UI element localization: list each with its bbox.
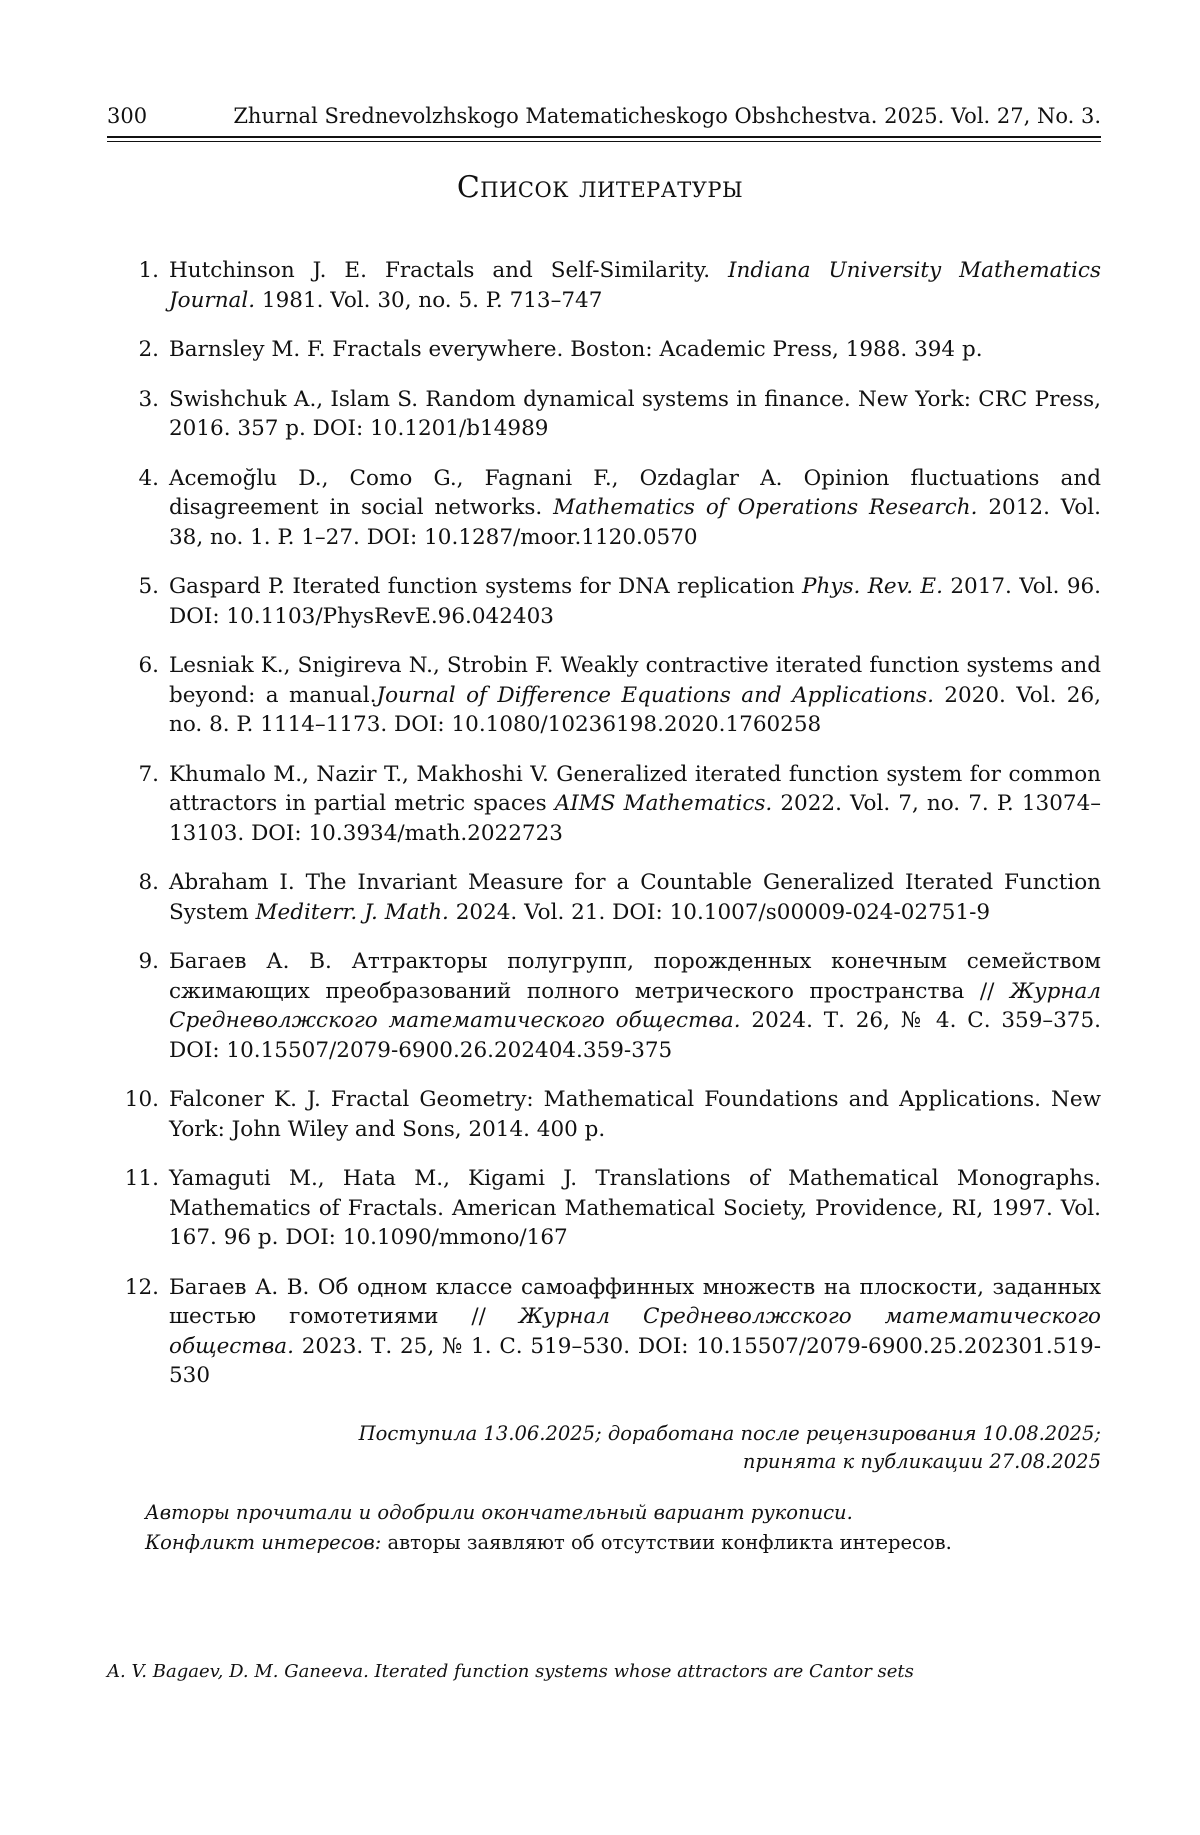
reference-item: 6. Lesniak K., Snigireva N., Strobin F. Weakly contractive iterated function systems and beyond: a manual.Journal of Difference Equations and Applications. 2020. Vol. 26, no. 8. P. 1114–1173. DOI: 10.1080/10236198.2020.1760258 [107, 651, 1101, 740]
reference-source: AIMS Mathematics. [554, 791, 773, 816]
accepted-line: принята к публикации 27.08.2025 [742, 1450, 1101, 1473]
header-rule-thick [107, 136, 1101, 138]
reference-number: 8. [138, 870, 159, 895]
reference-item: 10. Falconer K. J. Fractal Geometry: Mathematical Foundations and Applications. New York: John Wiley and Sons, 2014. 400 p. [107, 1085, 1101, 1144]
reference-number: 2. [138, 337, 159, 362]
reference-number: 11. [124, 1166, 159, 1191]
page-number: 300 [107, 104, 148, 128]
reference-source: Mediterr. J. Math. [255, 899, 449, 925]
reference-number: 5. [138, 574, 159, 599]
reference-source: Journal of Difference Equations and Applications. [376, 682, 934, 708]
section-title: Список литературы [456, 170, 744, 205]
reference-number: 7. [138, 761, 159, 787]
reference-item: 9. Багаев А. В. Аттракторы полугрупп, порожденных конечным семейством сжимающих преобразований полного метрического пространства // Журнал Средневолжского математического общества. 2024. Т. 26, № 4. С. 359–375. DOI: 10.15507/2079-6900.26.202404.359-375 [107, 947, 1101, 1065]
reference-source: Phys. Rev. E. [802, 574, 943, 599]
reference-item: 11. Yamaguti M., Hata M., Kigami J. Translations of Mathematical Monographs. Mathematics of Fractals. American Mathematical Society, Providence, RI, 1997. Vol. 167. 96 p. DOI: 10.1090/mmono/167 [107, 1164, 1101, 1253]
reference-item: 4. Acemoğlu D., Como G., Fagnani F., Ozdaglar A. Opinion fluctuations and disagreement in social networks. Mathematics of Operations Research. 2012. Vol. 38, no. 1. P. 1–27. DOI: 10.1287/moor.1120.0570 [107, 464, 1101, 553]
reference-source: Журнал Средневолжского математического общества. [169, 1304, 1102, 1359]
reference-list [107, 256, 1101, 1411]
reference-number: 4. [138, 465, 159, 491]
reference-item: 3. Swishchuk A., Islam S. Random dynamical systems in finance. New York: CRC Press, 2016. 357 p. DOI: 10.1201/b14989 [107, 385, 1101, 444]
conflict-label: Конфликт интересов: [145, 1531, 382, 1554]
reference-number: 9. [138, 949, 159, 974]
reference-source: Indiana University Mathematics Journal. [169, 258, 1102, 313]
reference-item: 12. Багаев А. В. Об одном классе самоаффинных множеств на плоскости, заданных шестью гомотетиями // Журнал Средневолжского математического общества. 2023. Т. 25, № 1. С. 519–530. DOI: 10.15507/2079-6900.25.202301.519-530 [107, 1273, 1101, 1391]
journal-title: Zhurnal Srednevolzhskogo Matematicheskogo Obshchestva. 2025. Vol. 27, No. 3. [233, 104, 1101, 128]
reference-number: 12. [124, 1274, 159, 1300]
reference-item: 7. Khumalo M., Nazir T., Makhoshi V. Generalized iterated function system for common attractors in partial metric spaces AIMS Mathematics. 2022. Vol. 7, no. 7. P. 13074–13103. DOI: 10.3934/math.2022723 [107, 760, 1101, 849]
reference-number: 6. [138, 653, 159, 678]
conflict-note [145, 1528, 1101, 1558]
reference-item: 1. Hutchinson J. E. Fractals and Self-Similarity. Indiana University Mathematics Journal. 1981. Vol. 30, no. 5. P. 713–747 [107, 256, 1101, 315]
reference-number: 3. [138, 386, 159, 412]
reference-item: 5. Gaspard P. Iterated function systems for DNA replication Phys. Rev. E. 2017. Vol. 96. DOI: 10.1103/PhysRevE.96.042403 [107, 572, 1101, 631]
approval-note: Авторы прочитали и одобрили окончательный вариант рукописи. [145, 1501, 853, 1524]
running-footer: A. V. Bagaev, D. M. Ganeeva. Iterated function systems whose attractors are Cantor sets [107, 1661, 914, 1682]
reference-number: 10. [124, 1087, 159, 1112]
reference-source: Журнал Средневолжского математического общества. [169, 978, 1101, 1033]
reference-number: 1. [138, 258, 159, 283]
submission-dates [300, 1420, 1101, 1476]
reference-source: Mathematics of Operations Research. [553, 495, 978, 520]
received-revised-line: Поступила 13.06.2025; доработана после рецензирования 10.08.2025; [358, 1422, 1101, 1445]
running-head [107, 104, 1101, 128]
header-rule-thin [107, 141, 1101, 142]
author-notes [145, 1498, 1101, 1558]
reference-item: 8. Abraham I. The Invariant Measure for a Countable Generalized Iterated Function System Mediterr. J. Math. 2024. Vol. 21. DOI: 10.1007/s00009-024-02751-9 [107, 868, 1101, 927]
conflict-text: авторы заявляют об отсутствии конфликта интересов. [381, 1531, 952, 1554]
reference-item: 2. Barnsley M. F. Fractals everywhere. Boston: Academic Press, 1988. 394 p. [107, 335, 1101, 365]
